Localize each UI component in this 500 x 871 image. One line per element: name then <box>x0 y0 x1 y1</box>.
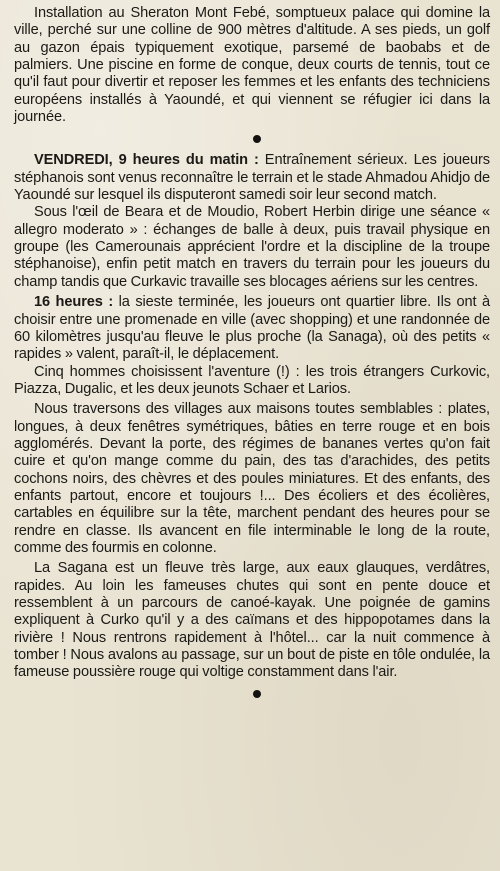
paragraph-16-heures <box>14 294 490 363</box>
paragraph-sheraton <box>14 5 490 126</box>
paragraph-text: la sieste terminée, les joueurs ont quartier libre. Ils ont à choisir entre une promenade en ville (avec shopping) et une randonnée de 60 kilomètres jusqu'au fleuve le plus proche (la Sanaga), où des petits « rapides » valent, paraît-il, le déplacement. <box>14 294 491 363</box>
paragraph-lead-vendredi: VENDREDI, 9 heures du matin : <box>34 152 259 169</box>
section-separator-bullet <box>253 135 261 143</box>
paragraph-adventure <box>14 364 490 399</box>
paragraph-text: La Sagana est un fleuve très large, aux eaux glauques, verdâtres, rapides. Au loin les fameuses chutes qui sont en pente douce et ressemblent à un parcours de canoé-kayak. Une poignée de gamins expliquent à Curko qu'il y a des caïmans et des hippopotames dans la rivière ! Nous rentrons rapidement à l'hôtel... car la nuit commence à tomber ! Nous avalons au passage, sur un bout de piste en tôle ondulée, la fameuse poussière rouge qui voltige constamment dans l'air. <box>14 560 490 681</box>
paragraph-text: Entraînement sérieux. Les joueurs stéphanois sont venus reconnaître le terrain et le stade Ahmadou Ahidjo de Yaoundé sur lesquel ils disputeront samedi soir leur second match. <box>14 152 490 204</box>
end-separator-bullet <box>253 690 261 698</box>
paragraph-text: Installation au Sheraton Mont Febé, somptueux palace qui domine la ville, perché sur une colline de 900 mètres d'altitude. A ses pieds, un golf au gazon épais typiquement exotique, parsemé de baobabs et de palmiers. Une piscine en forme de conque, deux courts de tennis, tout ce qu'il faut pour divertir et reposer les femmes et les enfants des techniciens européens installés à Yaoundé, et qui viennent se réfugier ici dans la journée. <box>14 5 490 126</box>
paragraph-lead-16-heures: 16 heures : <box>34 294 114 311</box>
paragraph-villages <box>14 401 490 557</box>
paragraph-sagana <box>14 560 490 681</box>
paragraph-training <box>14 204 490 291</box>
paragraph-text: Nous traversons des villages aux maisons toutes semblables : plates, longues, à deux fenêtres symétriques, bâties en terre rouge et en bois agglomérés. Devant la porte, des régimes de bananes vertes qu'on fait cuire et qu'on mange comme du pain, des tas d'arachides, des petits cochons noirs, des chèvres et des poules miniatures. Et des enfants, des enfants partout, encore et toujours !... Des écoliers et des écolières, cartables en équilibre sur la tête, marchent pendant des heures pour se rendre en classe. Ils avancent en file interminable le long de la route, comme des fourmis en colonne. <box>14 401 490 556</box>
paragraph-text: Cinq hommes choisissent l'aventure (!) : les trois étrangers Curkovic, Piazza, Dugalic, et les deux jeunots Schaer et Larios. <box>14 363 490 397</box>
paragraph-text: Sous l'œil de Beara et de Moudio, Robert Herbin dirige une séance « allegro moderato » : échanges de balle à deux, puis travail physique en groupe (les Camerounais apprécient l'ordre et la discipline de la troupe stéphanoise), enfin petit match en travers du terrain pour les joueurs du champ tandis que Curkavic travaille ses blocages aériens sur les centres. <box>14 204 490 290</box>
paragraph-vendredi <box>14 152 490 204</box>
